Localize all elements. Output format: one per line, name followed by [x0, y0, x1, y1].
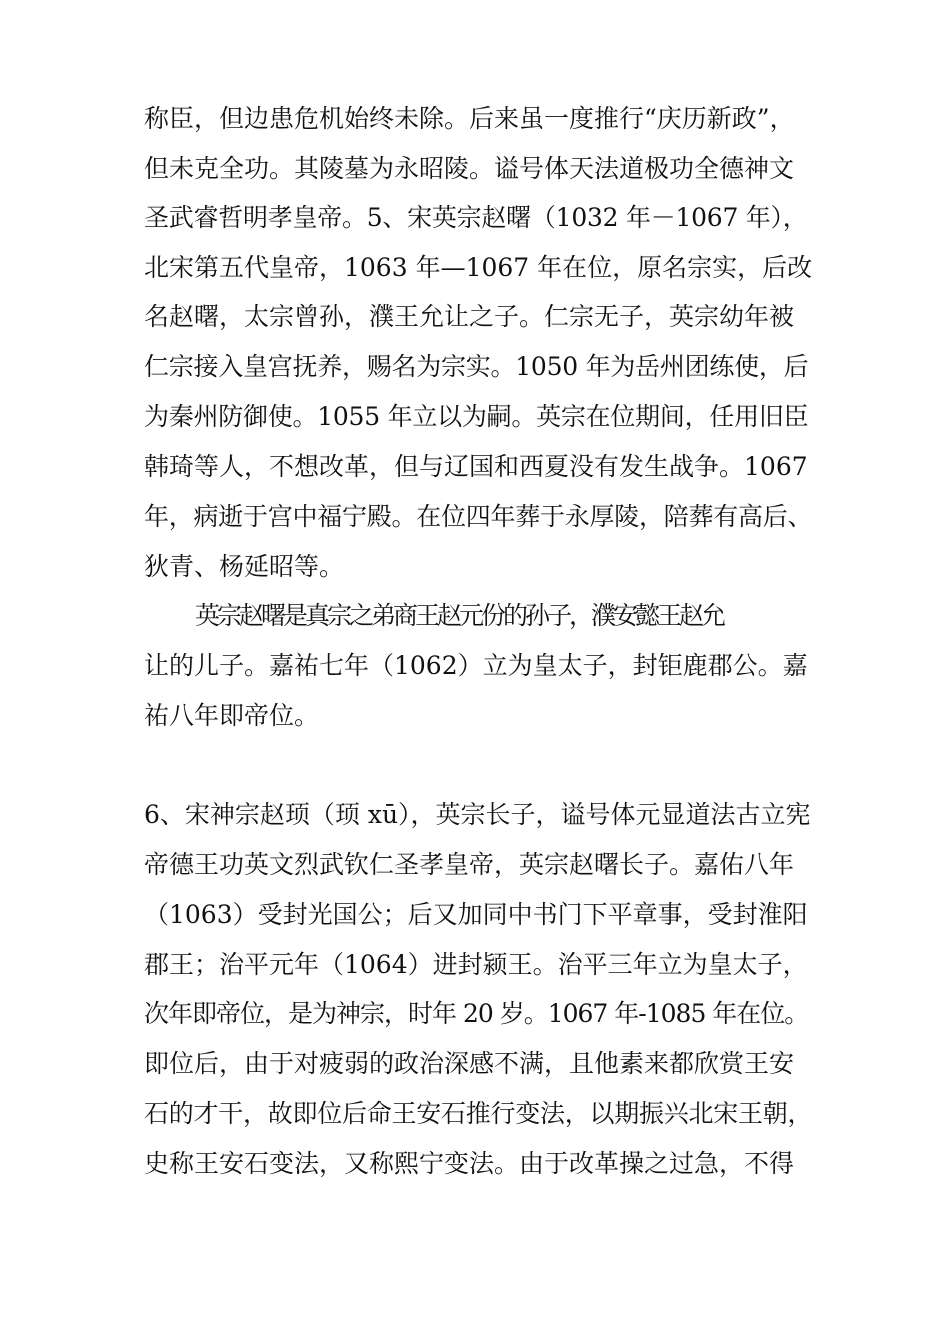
- text-line: 英宗赵曙是真宗之弟商王赵元份的孙子，濮安懿王赵允: [195, 601, 724, 630]
- text-line: 北宋第五代皇帝，1063 年—1067 年在位，原名宗实，后改: [144, 253, 813, 282]
- text-line: 史称王安石变法，又称熙宁变法。由于改革操之过急，不得: [144, 1149, 795, 1178]
- text-line: 即位后，由于对疲弱的政治深感不满，且他素来都欣赏王安: [144, 1049, 795, 1078]
- text-line: 仁宗接入皇宫抚养，赐名为宗实。1050 年为岳州团练使，后: [144, 352, 809, 381]
- text-line: 次年即帝位，是为神宗，时年 20 岁。1067 年-1085 年在位。: [144, 999, 809, 1028]
- text-line: 石的才干，故即位后命王安石推行变法，以期振兴北宋王朝，: [144, 1099, 813, 1128]
- text-line: 帝德王功英文烈武钦仁圣孝皇帝，英宗赵曙长子。嘉佑八年: [144, 850, 795, 879]
- text-line: 称臣，但边患危机始终未除。后来虽一度推行“庆历新政”，: [144, 104, 795, 133]
- text-line: 但未克全功。其陵墓为永昭陵。谥号体天法道极功全德神文: [144, 154, 795, 183]
- text-line: 名赵曙，太宗曾孙，濮王允让之子。仁宗无子，英宗幼年被: [144, 302, 795, 331]
- text-line: 6、宋神宗赵顼（顼 xū），英宗长子，谥号体元显道法古立宪: [144, 800, 811, 829]
- text-line: （1063）受封光国公；后又加同中书门下平章事，受封淮阳: [144, 900, 808, 929]
- text-line: 韩琦等人，不想改革，但与辽国和西夏没有发生战争。1067: [144, 452, 808, 481]
- text-line: 为秦州防御使。1055 年立以为嗣。英宗在位期间，任用旧臣: [144, 402, 809, 431]
- text-line: 让的儿子。嘉祐七年（1062）立为皇太子，封钜鹿郡公。嘉: [144, 651, 808, 680]
- text-line: 年，病逝于宫中福宁殿。在位四年葬于永厚陵，陪葬有高后、: [144, 502, 813, 531]
- text-line: 祐八年即帝位。: [144, 701, 320, 730]
- text-line: 郡王；治平元年（1064）进封颍王。治平三年立为皇太子，: [144, 950, 808, 979]
- text-line: 圣武睿哲明孝皇帝。5、宋英宗赵曙（1032 年－1067 年），: [144, 203, 808, 232]
- text-line: 狄青、杨延昭等。: [144, 552, 345, 581]
